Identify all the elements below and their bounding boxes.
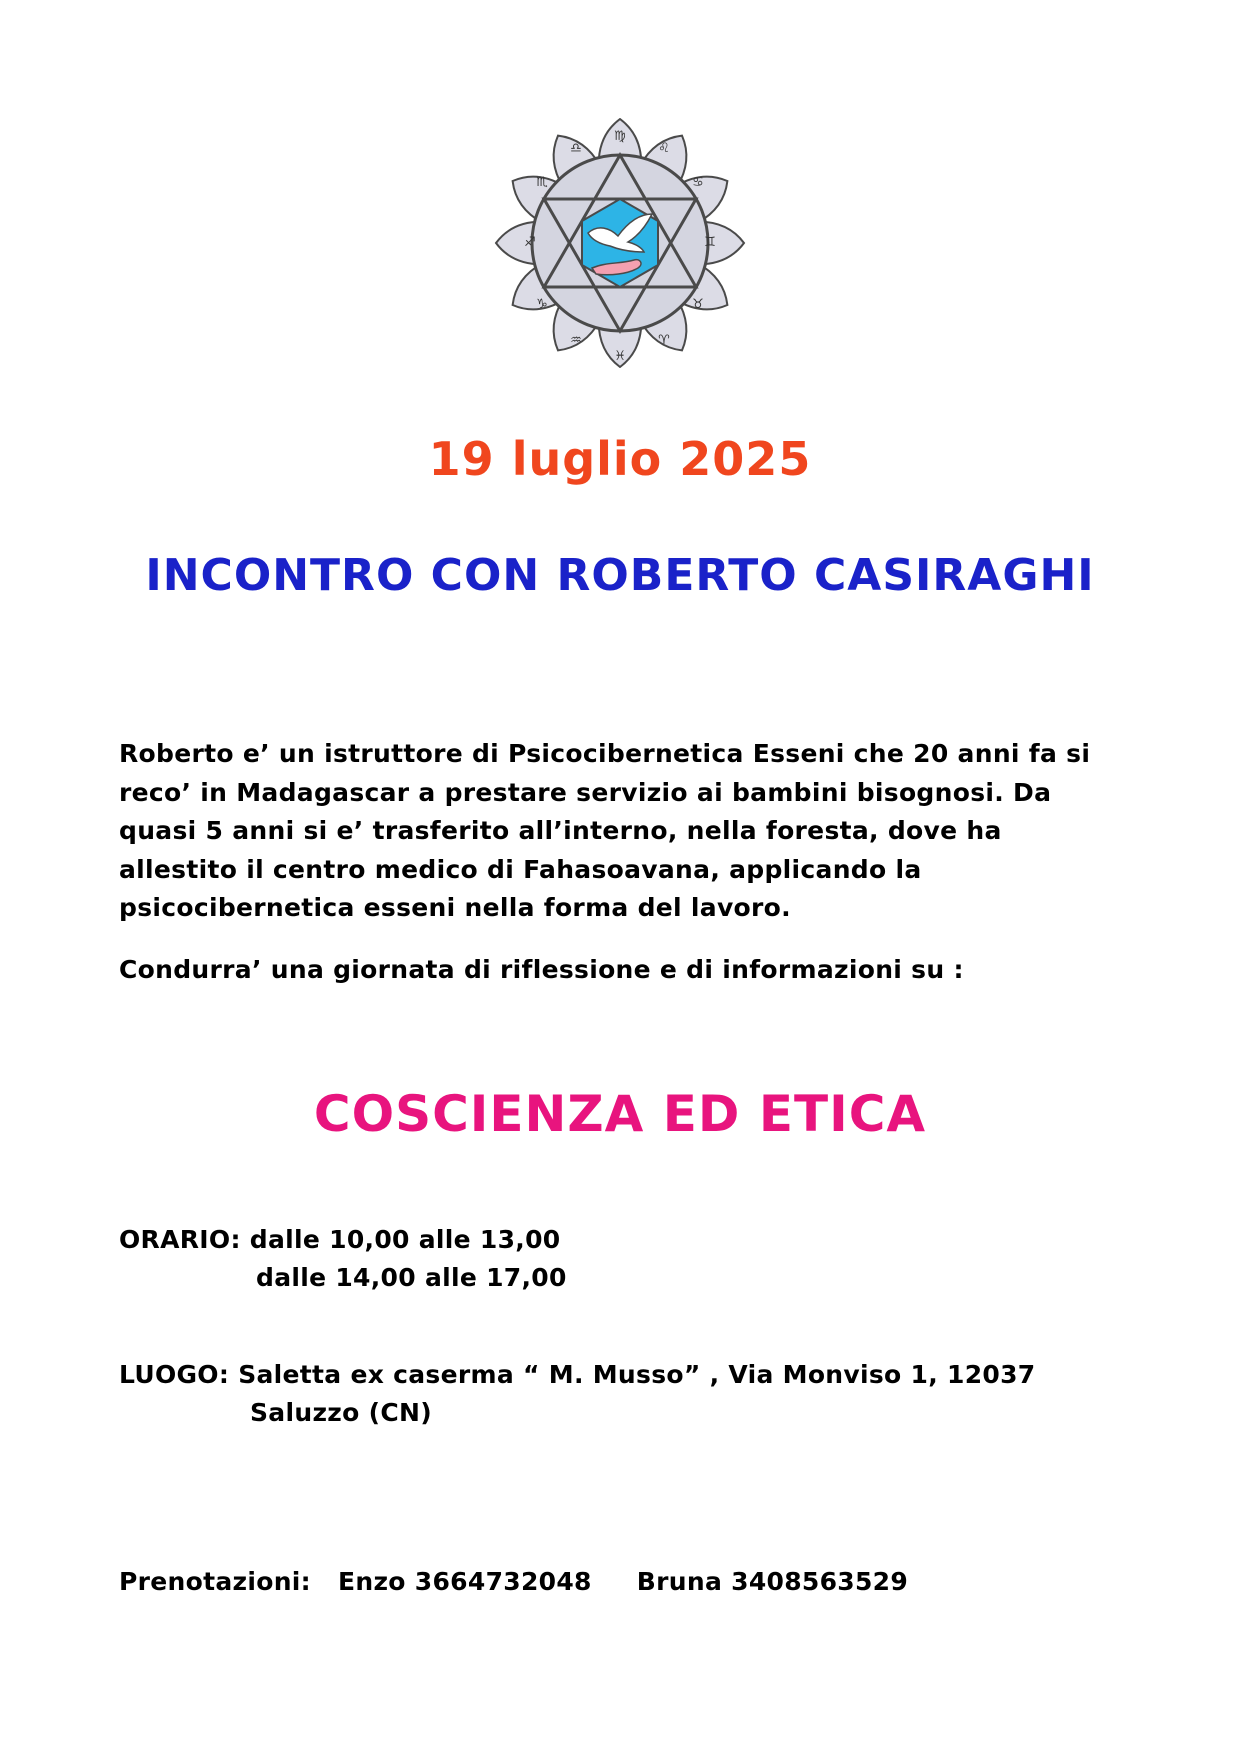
prenotazioni-row: [119, 1567, 908, 1596]
svg-text:♒: ♒: [570, 333, 582, 348]
paragraph-line: Roberto e’ un istruttore di Psicocibernetica Esseni che 20 anni fa si: [119, 739, 1091, 768]
orario-line1: dalle 10,00 alle 13,00: [249, 1225, 561, 1254]
svg-text:♏: ♏: [536, 175, 548, 190]
logo-emblem: [488, 118, 752, 368]
svg-text:♑: ♑: [536, 297, 548, 312]
svg-text:♈: ♈: [658, 333, 670, 348]
luogo-label: LUOGO:: [119, 1360, 230, 1389]
orario-row: [119, 1225, 560, 1254]
dove-star-emblem-icon: [488, 118, 752, 368]
luogo-line2: Saluzzo (CN): [250, 1398, 432, 1427]
description-paragraph: [119, 735, 1139, 928]
luogo-line1: Saletta ex caserma “ M. Musso” , Via Monviso 1, 12037: [238, 1360, 1036, 1389]
prenotazioni-label: Prenotazioni:: [119, 1567, 311, 1596]
contact-bruna: Bruna 3408563529: [636, 1567, 909, 1596]
luogo-row: [119, 1360, 1035, 1389]
svg-text:♍: ♍: [614, 129, 626, 144]
topic-heading: COSCIENZA ED ETICA: [313, 1085, 927, 1143]
svg-text:♊: ♊: [704, 235, 716, 250]
lead-sentence: Condurra’ una giornata di riflessione e di informazioni su :: [119, 955, 964, 984]
svg-text:♌: ♌: [658, 141, 670, 156]
event-date: 19 luglio 2025: [428, 432, 812, 486]
orario-label: ORARIO:: [119, 1225, 241, 1254]
svg-text:♓: ♓: [614, 349, 626, 364]
svg-text:♎: ♎: [570, 141, 582, 156]
paragraph-line: reco’ in Madagascar a prestare servizio ai bambini bisognosi. Da: [119, 777, 1052, 807]
contact-enzo: Enzo 3664732048: [337, 1567, 592, 1596]
svg-text:♐: ♐: [524, 235, 536, 250]
paragraph-line: psicocibernetica esseni nella forma del lavoro.: [119, 893, 791, 922]
svg-text:♋: ♋: [692, 175, 704, 190]
svg-text:♉: ♉: [692, 297, 704, 312]
paragraph-line: quasi 5 anni si e’ trasferito all’interno, nella foresta, dove ha: [119, 816, 1002, 845]
event-title: INCONTRO CON ROBERTO CASIRAGHI: [145, 550, 1095, 601]
paragraph-line: allestito il centro medico di Fahasoavana, applicando la: [119, 854, 922, 884]
orario-line2: dalle 14,00 alle 17,00: [256, 1263, 567, 1292]
